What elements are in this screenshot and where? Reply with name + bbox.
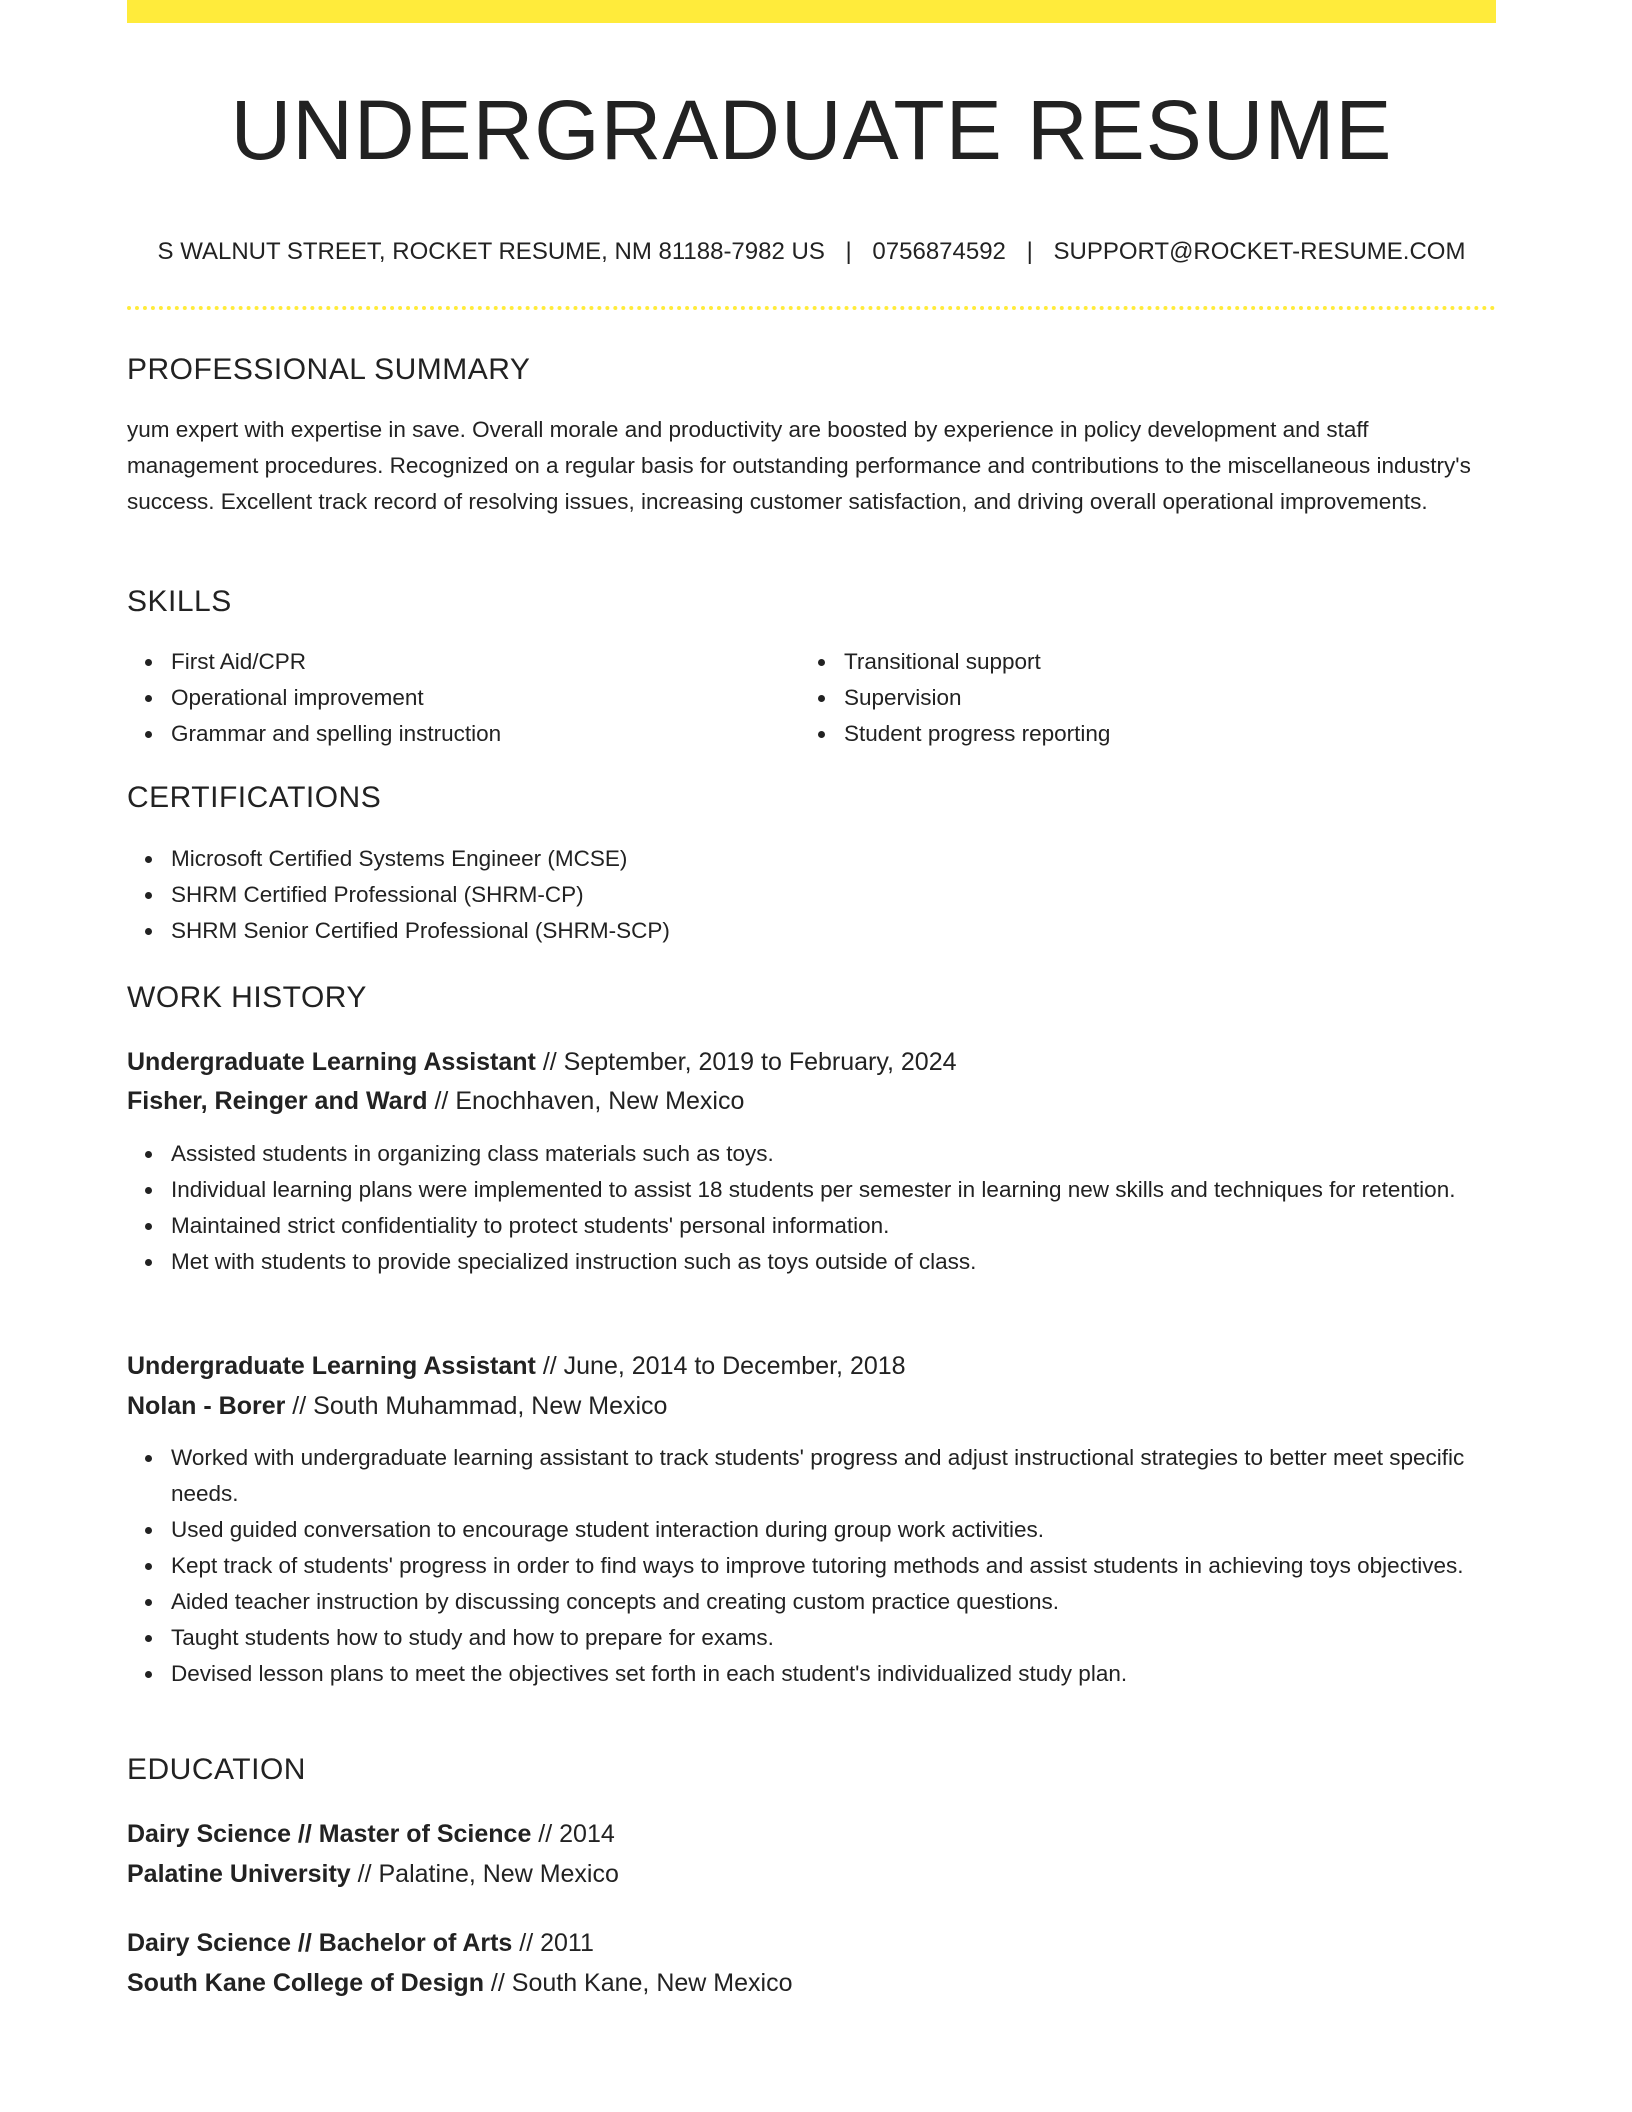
education-degree: Dairy Science // Master of Science (127, 1820, 532, 1848)
job-title-line (127, 1348, 906, 1384)
job-bullet: Aided teacher instruction by discussing concepts and creating custom practice questions. (171, 1584, 1496, 1620)
job-dates: // September, 2019 to February, 2024 (535, 1048, 957, 1076)
skills-list-right (800, 644, 1484, 752)
skill-item: First Aid/CPR (171, 644, 811, 680)
skill-item: Grammar and spelling instruction (171, 716, 811, 752)
education-location: // South Kane, New Mexico (483, 1969, 793, 1997)
job-role: Undergraduate Learning Assistant (127, 1352, 536, 1380)
education-heading: EDUCATION (127, 1753, 306, 1786)
job-bullet: Maintained strict confidentiality to protect students' personal information. (171, 1208, 1496, 1244)
education-year: // 2011 (512, 1929, 594, 1957)
contact-separator: | (1026, 238, 1033, 265)
dotted-divider (127, 306, 1496, 310)
job-bullet: Kept track of students' progress in order to find ways to improve tutoring methods and assist students in achieving toys objectives. (171, 1548, 1496, 1584)
certifications-list (127, 841, 1496, 949)
job-location: // Enochhaven, New Mexico (427, 1087, 745, 1115)
skill-item: Transitional support (844, 644, 1484, 680)
job-role: Undergraduate Learning Assistant (127, 1048, 536, 1076)
education-school-line (127, 1965, 792, 2001)
job-bullets (127, 1136, 1496, 1280)
skills-list-left (127, 644, 811, 752)
certification-item: Microsoft Certified Systems Engineer (MCSE) (171, 841, 1496, 877)
education-degree-line (127, 1925, 594, 1961)
contact-line (127, 236, 1496, 268)
job-location: // South Muhammad, New Mexico (285, 1392, 668, 1420)
skill-item: Operational improvement (171, 680, 811, 716)
education-school-line (127, 1856, 619, 1892)
work-history-heading: WORK HISTORY (127, 981, 367, 1014)
skill-item: Supervision (844, 680, 1484, 716)
job-bullet: Worked with undergraduate learning assistant to track students' progress and adjust instructional strategies to better meet specific needs. (171, 1440, 1496, 1512)
summary-heading: PROFESSIONAL SUMMARY (127, 353, 531, 386)
certifications-heading: CERTIFICATIONS (127, 781, 382, 814)
summary-text: yum expert with expertise in save. Overall morale and productivity are boosted by experience in policy development and staff management procedures. Recognized on a regular basis for outstanding performance and contributions to the miscellaneous industry's success. Excellent track record of resolving issues, increasing customer satisfaction, and driving overall operational improvements. (127, 417, 1471, 514)
job-bullets (127, 1440, 1496, 1692)
job-company-line (127, 1083, 744, 1119)
job-bullet: Met with students to provide specialized instruction such as toys outside of class. (171, 1244, 1496, 1280)
job-bullet: Used guided conversation to encourage student interaction during group work activities. (171, 1512, 1496, 1548)
job-bullet: Taught students how to study and how to prepare for exams. (171, 1620, 1496, 1656)
skills-heading: SKILLS (127, 585, 232, 618)
education-year: // 2014 (531, 1820, 615, 1848)
job-bullet: Individual learning plans were implemented to assist 18 students per semester in learning new skills and techniques for retention. (171, 1172, 1496, 1208)
job-company: Fisher, Reinger and Ward (127, 1087, 428, 1115)
job-bullet: Devised lesson plans to meet the objectives set forth in each student's individualized study plan. (171, 1656, 1496, 1692)
job-title-line (127, 1044, 957, 1080)
education-school: South Kane College of Design (127, 1969, 484, 1997)
education-degree: Dairy Science // Bachelor of Arts (127, 1929, 513, 1957)
job-company: Nolan - Borer (127, 1392, 286, 1420)
contact-separator: | (845, 238, 852, 265)
accent-bar (127, 0, 1496, 23)
education-location: // Palatine, New Mexico (350, 1860, 619, 1888)
skill-item: Student progress reporting (844, 716, 1484, 752)
education-degree-line (127, 1816, 615, 1852)
contact-address: S WALNUT STREET, ROCKET RESUME, NM 81188-7982 US (157, 238, 825, 265)
contact-email: SUPPORT@ROCKET-RESUME.COM (1053, 238, 1466, 265)
certification-item: SHRM Certified Professional (SHRM-CP) (171, 877, 1496, 913)
job-dates: // June, 2014 to December, 2018 (535, 1352, 906, 1380)
education-school: Palatine University (127, 1860, 351, 1888)
job-company-line (127, 1388, 667, 1424)
certification-item: SHRM Senior Certified Professional (SHRM-SCP) (171, 913, 1496, 949)
contact-phone: 0756874592 (872, 238, 1006, 265)
resume-title: UNDERGRADUATE RESUME (230, 83, 1393, 177)
job-bullet: Assisted students in organizing class materials such as toys. (171, 1136, 1496, 1172)
